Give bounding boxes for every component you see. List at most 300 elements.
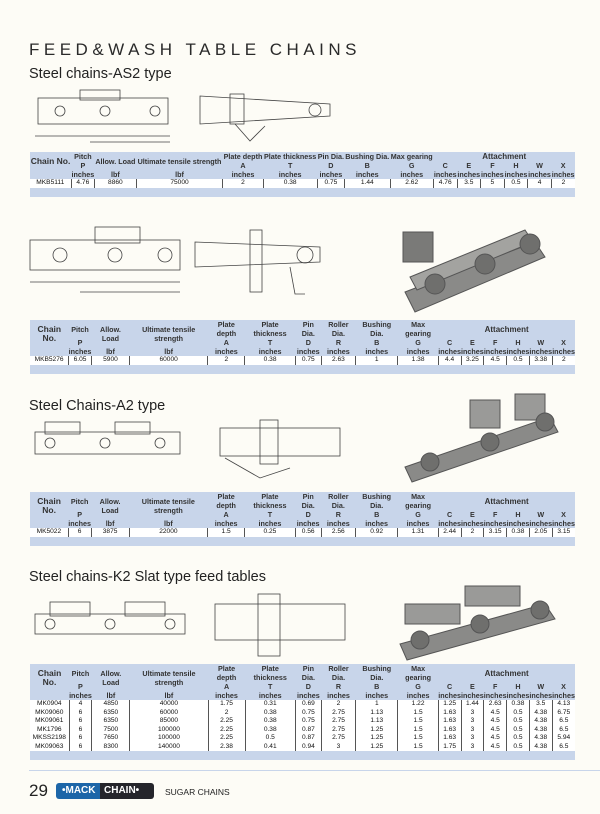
value-cell: 0.87 <box>295 734 321 743</box>
value-cell: 7500 <box>92 726 130 735</box>
value-cell: 1.25 <box>356 734 398 743</box>
column-symbol: B <box>356 682 398 691</box>
attachment-symbol: W <box>529 338 552 347</box>
a2-chain-photo <box>400 392 565 490</box>
value-cell: 4.5 <box>484 734 507 743</box>
column-unit: inches <box>321 519 355 528</box>
attachment-symbol: F <box>481 161 505 170</box>
attachment-unit: inches <box>438 691 462 700</box>
value-cell: 5 <box>481 179 505 188</box>
column-symbol: B <box>355 510 397 519</box>
as2-spec-table <box>30 152 575 197</box>
column-header: Max gearing <box>398 492 438 510</box>
value-cell: 6.75 <box>552 709 575 718</box>
value-cell: 0.38 <box>245 356 295 365</box>
chain-no-header: Chain No. <box>30 664 69 691</box>
chain-no-cell: MKB5276 <box>30 356 69 365</box>
as2-roller-spec-table <box>30 320 575 374</box>
chain-no-cell: MKB5111 <box>30 179 71 188</box>
value-cell: 2.62 <box>390 179 433 188</box>
column-unit: inches <box>245 347 295 356</box>
column-header: Bushing Dia. <box>356 320 398 338</box>
column-symbol: P <box>69 682 92 691</box>
attachment-symbol: H <box>504 161 528 170</box>
value-cell: 2.75 <box>321 717 355 726</box>
value-cell: 4.5 <box>484 726 507 735</box>
column-header: Allow. Load <box>91 492 129 519</box>
column-symbol: T <box>245 682 295 691</box>
table-footer-band <box>30 188 575 197</box>
column-header: Max gearing <box>398 320 438 338</box>
column-unit: lbf <box>129 519 207 528</box>
spec-table <box>30 664 575 751</box>
value-cell: 4.5 <box>484 709 507 718</box>
attachment-unit: inches <box>529 691 553 700</box>
attachment-symbol: X <box>551 161 575 170</box>
column-unit: inches <box>398 519 438 528</box>
value-cell: 0.38 <box>507 528 530 537</box>
value-cell: 2.63 <box>484 700 507 709</box>
value-cell: 7650 <box>92 734 130 743</box>
value-cell: 140000 <box>130 743 208 752</box>
column-unit: inches <box>71 170 95 179</box>
section-heading-a2: Steel Chains-A2 type <box>29 398 166 414</box>
value-cell: 0.5 <box>507 356 530 365</box>
column-unit: inches <box>398 691 438 700</box>
column-unit: inches <box>69 691 92 700</box>
column-symbol: G <box>398 510 438 519</box>
column-header: Allow. Load <box>91 320 129 347</box>
value-cell: 2.25 <box>208 734 245 743</box>
value-cell: 6 <box>69 717 92 726</box>
value-cell: 100000 <box>130 734 208 743</box>
attachment-symbol: X <box>552 682 575 691</box>
value-cell: 4.38 <box>529 709 552 718</box>
column-symbol: P <box>68 510 91 519</box>
table-row <box>30 700 575 709</box>
column-header: Roller Dia. <box>321 664 355 682</box>
value-cell: 1.44 <box>461 700 484 709</box>
value-cell: 3.5 <box>457 179 481 188</box>
attachment-symbol: F <box>484 510 507 519</box>
column-unit: inches <box>355 519 397 528</box>
column-unit: inches <box>297 691 320 700</box>
value-cell: 0.38 <box>245 709 295 718</box>
chain-no-header: Chain No. <box>30 152 71 170</box>
value-cell: 75000 <box>136 179 223 188</box>
column-unit: inches <box>208 347 245 356</box>
column-unit: inches <box>245 519 295 528</box>
value-cell: 22000 <box>129 528 207 537</box>
value-cell: 2 <box>208 356 245 365</box>
chain-no-header: Chain No. <box>30 492 68 519</box>
value-cell: 2.38 <box>208 743 245 752</box>
column-unit: lbf <box>91 347 129 356</box>
chain-no-cell: MK09060 <box>30 709 69 718</box>
value-cell: 1.22 <box>398 700 438 709</box>
value-cell: 1.25 <box>356 726 398 735</box>
attachment-unit: inches <box>506 347 530 356</box>
column-unit: inches <box>208 691 245 700</box>
k2-technical-drawing <box>30 592 360 660</box>
table-row <box>30 179 575 188</box>
value-cell: 2 <box>223 179 263 188</box>
value-cell: 0.31 <box>245 700 295 709</box>
value-cell: 40000 <box>130 700 208 709</box>
chain-no-cell: MK0904 <box>30 700 69 709</box>
value-cell: 1.13 <box>356 709 398 718</box>
value-cell: 3 <box>461 717 484 726</box>
value-cell: 0.75 <box>295 709 321 718</box>
column-header: Pin Dia. <box>295 320 321 338</box>
column-symbol: D <box>295 510 321 519</box>
column-unit: inches <box>296 519 320 528</box>
attachment-symbol: F <box>484 338 507 347</box>
value-cell: 6.5 <box>552 717 575 726</box>
value-cell: 3.5 <box>529 700 552 709</box>
spec-table <box>30 492 575 537</box>
value-cell: 0.5 <box>507 717 530 726</box>
column-header: Plate thickness <box>245 492 295 510</box>
as2-technical-drawing <box>30 86 360 150</box>
value-cell: 2 <box>552 356 575 365</box>
column-unit: inches <box>321 347 355 356</box>
column-symbol: B <box>345 161 390 170</box>
chain-no-cell: MK5022 <box>30 528 68 537</box>
a2-spec-table <box>30 492 575 546</box>
attachment-unit: inches <box>438 347 462 356</box>
column-unit: lbf <box>130 347 208 356</box>
attachment-unit: inches <box>504 170 528 179</box>
value-cell: 0.38 <box>507 700 530 709</box>
value-cell: 0.38 <box>263 179 317 188</box>
value-cell: 3.25 <box>461 356 484 365</box>
table-row <box>30 709 575 718</box>
attachment-unit: inches <box>552 347 575 356</box>
value-cell: 0.5 <box>507 734 530 743</box>
value-cell: 1.5 <box>208 528 245 537</box>
value-cell: 1.75 <box>438 743 461 752</box>
chain-no-cell: MK1796 <box>30 726 69 735</box>
attachment-unit: inches <box>506 519 530 528</box>
value-cell: 2 <box>551 179 575 188</box>
column-header: Max gearing <box>398 664 438 682</box>
column-header: Bushing Dia. <box>356 664 398 682</box>
column-symbol: A <box>208 338 245 347</box>
attachment-symbol: W <box>529 682 552 691</box>
footer-section-label: SUGAR CHAINS <box>165 787 230 797</box>
attachment-unit: inches <box>461 691 484 700</box>
table-row <box>30 743 575 752</box>
value-cell: 4.5 <box>484 356 507 365</box>
value-cell: 4.38 <box>529 743 552 752</box>
column-header: Pitch <box>71 152 95 161</box>
column-symbol: G <box>390 161 433 170</box>
column-symbol: G <box>398 338 438 347</box>
attachment-symbol: H <box>507 682 530 691</box>
spec-table <box>30 152 575 188</box>
column-symbol: A <box>208 510 245 519</box>
value-cell: 6 <box>69 709 92 718</box>
value-cell: 2.63 <box>321 356 355 365</box>
value-cell: 8860 <box>95 179 136 188</box>
value-cell: 2.75 <box>321 734 355 743</box>
value-cell: 1.31 <box>398 528 438 537</box>
column-symbol: D <box>295 338 321 347</box>
value-cell: 1.63 <box>438 726 461 735</box>
value-cell: 8300 <box>92 743 130 752</box>
value-cell: 4.13 <box>552 700 575 709</box>
value-cell: 4850 <box>92 700 130 709</box>
column-unit: lbf <box>91 519 129 528</box>
attachment-unit: inches <box>438 519 462 528</box>
column-unit: lbf <box>95 170 136 179</box>
chain-no-cell: MK09063 <box>30 743 69 752</box>
attachment-unit: inches <box>483 691 507 700</box>
column-unit: inches <box>317 170 344 179</box>
table-footer-band <box>30 537 575 546</box>
value-cell: 0.5 <box>507 743 530 752</box>
attachment-symbol: X <box>552 338 575 347</box>
value-cell: 1 <box>356 356 398 365</box>
attachment-symbol: F <box>484 682 507 691</box>
value-cell: 4.76 <box>71 179 95 188</box>
column-header: Plate depth <box>223 152 263 161</box>
table-row <box>30 356 575 365</box>
attachment-unit: inches <box>433 170 457 179</box>
value-cell: 3.15 <box>552 528 575 537</box>
value-cell: 4 <box>528 179 552 188</box>
column-header: Plate thickness <box>263 152 317 161</box>
column-header: Bushing Dia. <box>345 152 390 161</box>
value-cell: 3 <box>461 734 484 743</box>
value-cell: 2.56 <box>321 528 355 537</box>
value-cell: 0.41 <box>245 743 295 752</box>
value-cell: 0.56 <box>295 528 321 537</box>
column-header: Ultimate tensile strength <box>129 492 207 519</box>
value-cell: 6350 <box>92 717 130 726</box>
table-row <box>30 528 575 537</box>
value-cell: 3 <box>461 726 484 735</box>
value-cell: 0.69 <box>295 700 321 709</box>
value-cell: 2.25 <box>208 726 245 735</box>
column-header: Ultimate tensile strength <box>130 664 208 691</box>
column-unit: inches <box>68 519 91 528</box>
value-cell: 2.05 <box>529 528 552 537</box>
value-cell: 0.5 <box>507 709 530 718</box>
attachment-unit: inches <box>529 519 553 528</box>
value-cell: 1.25 <box>438 700 461 709</box>
attachment-symbol: E <box>461 682 484 691</box>
table-row <box>30 726 575 735</box>
page-number: 29 <box>29 781 48 800</box>
attachment-unit: inches <box>483 519 507 528</box>
footer-divider <box>29 770 600 771</box>
attachment-unit: inches <box>480 170 504 179</box>
value-cell: 1.5 <box>398 717 438 726</box>
value-cell: 1.13 <box>356 717 398 726</box>
value-cell: 1.63 <box>438 717 461 726</box>
value-cell: 1.75 <box>208 700 245 709</box>
attachment-symbol: W <box>529 510 552 519</box>
as2-roller-technical-drawing <box>20 222 360 300</box>
column-header: Allow. Load <box>92 664 130 691</box>
column-symbol: G <box>398 682 438 691</box>
value-cell: 4.38 <box>529 734 552 743</box>
value-cell: 0.5 <box>507 726 530 735</box>
logo-left: •MACK <box>56 783 100 799</box>
value-cell: 4.38 <box>529 726 552 735</box>
column-header: Plate thickness <box>245 320 295 338</box>
column-unit: lbf <box>92 691 130 700</box>
table-row <box>30 717 575 726</box>
value-cell: 1 <box>356 700 398 709</box>
value-cell: 0.38 <box>245 717 295 726</box>
logo-right: CHAIN• <box>100 783 154 799</box>
table-footer-band <box>30 365 575 374</box>
value-cell: 4 <box>69 700 92 709</box>
value-cell: 1.5 <box>398 743 438 752</box>
value-cell: 0.5 <box>245 734 295 743</box>
value-cell: 0.25 <box>245 528 295 537</box>
column-symbol: P <box>71 161 95 170</box>
page-title: FEED&WASH TABLE CHAINS <box>29 40 362 59</box>
column-unit: inches <box>68 347 92 356</box>
value-cell: 2.25 <box>208 717 245 726</box>
column-header: Roller Dia. <box>321 492 355 510</box>
attachment-symbol: H <box>507 510 530 519</box>
column-header: Plate depth <box>208 664 245 682</box>
value-cell: 1.44 <box>345 179 390 188</box>
attachment-symbol: E <box>461 510 484 519</box>
value-cell: 1.25 <box>356 743 398 752</box>
attachment-symbol: W <box>528 161 552 170</box>
column-header: Pin Dia. <box>295 664 321 682</box>
value-cell: 2.75 <box>321 709 355 718</box>
attachment-symbol: E <box>461 338 484 347</box>
attachment-unit: inches <box>457 170 481 179</box>
spec-table <box>30 320 575 365</box>
column-unit: lbf <box>130 691 208 700</box>
chain-no-cell: MKSS2198 <box>30 734 69 743</box>
column-header: Plate thickness <box>245 664 295 682</box>
chain-no-header: Chain No. <box>30 320 69 347</box>
as2-chain-photo <box>395 222 565 320</box>
attachment-unit: inches <box>483 347 507 356</box>
column-header: Pitch <box>69 320 92 338</box>
value-cell: 3 <box>461 709 484 718</box>
column-header: Allow. Load <box>95 152 136 170</box>
value-cell: 2.75 <box>321 726 355 735</box>
value-cell: 2 <box>321 700 355 709</box>
column-unit: inches <box>296 347 320 356</box>
value-cell: 3 <box>461 743 484 752</box>
value-cell: 1.5 <box>398 734 438 743</box>
value-cell: 0.87 <box>295 726 321 735</box>
column-symbol: D <box>295 682 321 691</box>
value-cell: 4.4 <box>438 356 461 365</box>
column-header: Ultimate tensile strength <box>136 152 223 170</box>
value-cell: 0.75 <box>295 356 321 365</box>
column-unit: inches <box>321 691 355 700</box>
column-unit: inches <box>263 170 317 179</box>
column-symbol: T <box>263 161 317 170</box>
attachment-unit: inches <box>552 691 575 700</box>
value-cell: 100000 <box>130 726 208 735</box>
value-cell: 3 <box>321 743 355 752</box>
attachment-symbol: E <box>457 161 481 170</box>
value-cell: 4.5 <box>484 743 507 752</box>
value-cell: 1.38 <box>398 356 438 365</box>
column-unit: inches <box>208 519 245 528</box>
value-cell: 5.94 <box>552 734 575 743</box>
value-cell: 4.5 <box>484 717 507 726</box>
value-cell: 1.5 <box>398 726 438 735</box>
column-symbol: R <box>321 682 355 691</box>
column-header: Pin Dia. <box>317 152 345 161</box>
value-cell: 3.38 <box>529 356 552 365</box>
attachment-unit: inches <box>506 691 530 700</box>
attachment-header: Attachment <box>438 320 575 338</box>
column-header: Ultimate tensile strength <box>130 320 208 347</box>
column-unit: inches <box>356 691 398 700</box>
attachment-unit: inches <box>461 347 484 356</box>
table-footer-band <box>30 751 575 760</box>
table-row <box>30 734 575 743</box>
value-cell: 1.5 <box>398 709 438 718</box>
value-cell: 0.92 <box>355 528 397 537</box>
column-symbol: P <box>69 338 92 347</box>
attachment-symbol: X <box>552 510 575 519</box>
column-unit: inches <box>398 347 438 356</box>
value-cell: 0.94 <box>295 743 321 752</box>
value-cell: 4.38 <box>529 717 552 726</box>
k2-spec-table <box>30 664 575 760</box>
value-cell: 0.5 <box>504 179 528 188</box>
value-cell: 6 <box>69 734 92 743</box>
value-cell: 2.44 <box>438 528 461 537</box>
value-cell: 60000 <box>130 709 208 718</box>
section-heading-as2: Steel chains-AS2 type <box>29 66 172 82</box>
value-cell: 6 <box>69 726 92 735</box>
attachment-unit: inches <box>528 170 551 179</box>
column-header: Max gearing <box>390 152 433 161</box>
column-unit: inches <box>390 170 433 179</box>
column-unit: inches <box>245 691 295 700</box>
value-cell: 1.63 <box>438 734 461 743</box>
value-cell: 5900 <box>91 356 129 365</box>
k2-chain-photo <box>395 574 565 670</box>
attachment-header: Attachment <box>433 152 575 161</box>
attachment-symbol: C <box>438 682 461 691</box>
value-cell: 2 <box>208 709 245 718</box>
column-symbol: B <box>356 338 398 347</box>
value-cell: 6.05 <box>69 356 92 365</box>
column-header: Roller Dia. <box>321 320 355 338</box>
a2-technical-drawing <box>30 418 360 488</box>
column-symbol: R <box>321 510 355 519</box>
column-unit: lbf <box>136 170 223 179</box>
attachment-unit: inches <box>529 347 553 356</box>
mackchain-logo <box>56 783 154 799</box>
attachment-symbol: H <box>507 338 530 347</box>
value-cell: 3.15 <box>484 528 507 537</box>
attachment-unit: inches <box>551 170 575 179</box>
attachment-header: Attachment <box>438 492 575 510</box>
value-cell: 4.76 <box>433 179 457 188</box>
value-cell: 85000 <box>130 717 208 726</box>
column-symbol: R <box>321 338 355 347</box>
